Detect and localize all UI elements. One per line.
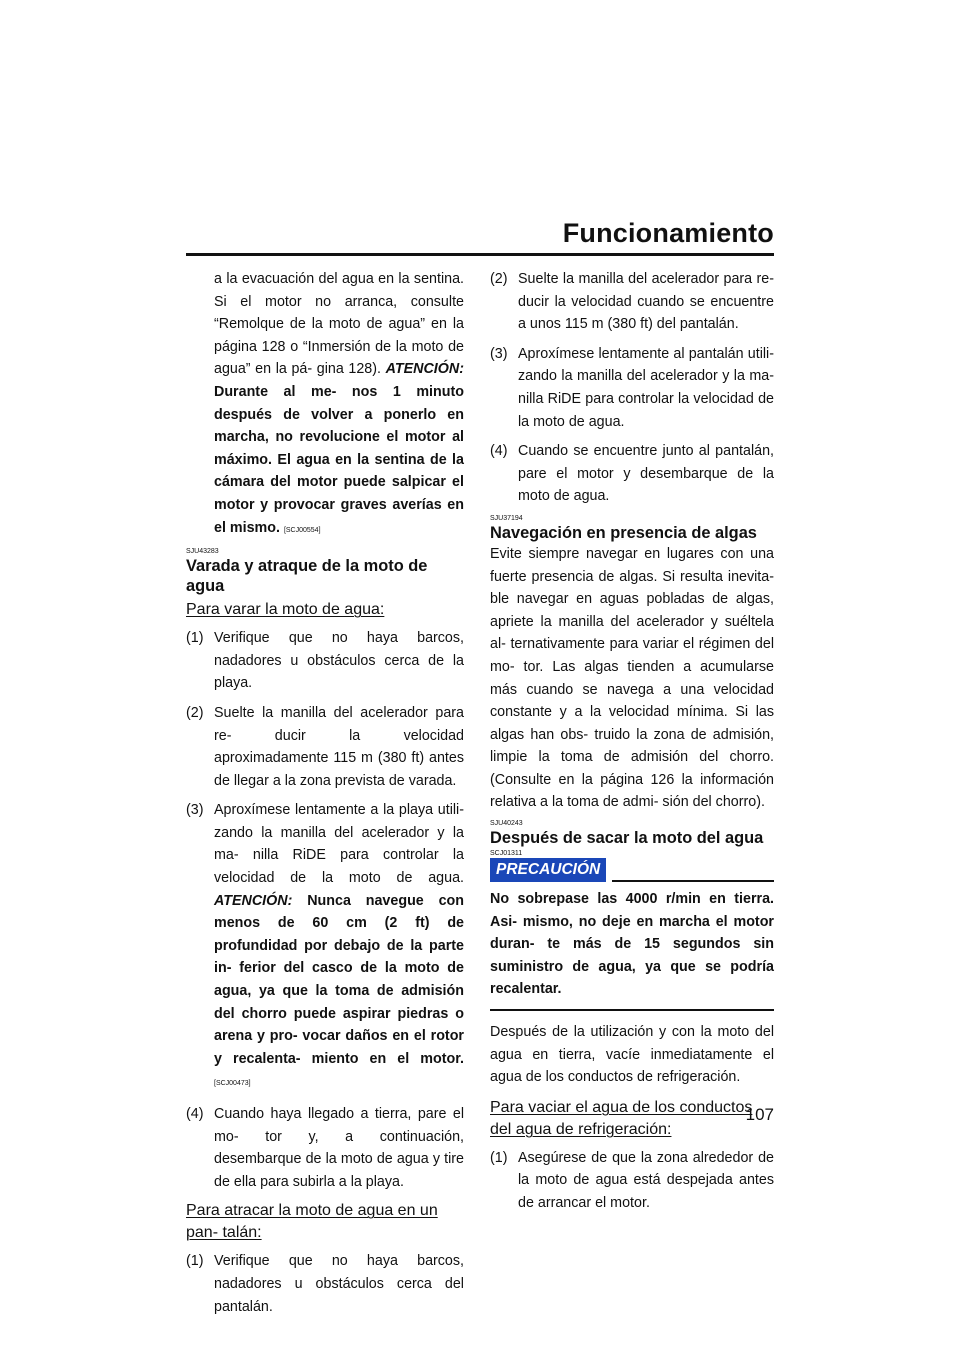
item-number: (2) (186, 704, 204, 721)
header-rule (186, 253, 774, 256)
intro-text: a la evacuación del agua en la sentina. Si el motor no arranca, consulte “Remolque de la moto de agua” en la página 128 o “Inmersión de la moto de agua” en la pá- gina 128). (214, 271, 464, 378)
item-warning-text: Nunca navegue con menos de 60 cm (2 ft) de profundidad por debajo de la parte in- ferior del casco de la moto de agua, ya que la toma de admisión del chorro puede aspirar piedras o arena y pro- vocar daños en el rotor y recalenta- miento en el motor. (214, 892, 464, 1067)
subsection-title: Para vaciar el agua de los conductos del agua de refrigeración: (490, 1098, 753, 1138)
item-number: (1) (490, 1149, 508, 1166)
caution-badge: PRECAUCIÓN (490, 858, 606, 882)
item-number: (3) (186, 802, 204, 819)
item-number: (1) (186, 1253, 204, 1270)
item-text: Aproxímese lentamente al pantalán utili- zando la manilla del acelerador y la ma- nilla RiDE para controlar la velocidad de la moto de agua. (518, 345, 774, 430)
intro-warning-text: Durante al me- nos 1 minuto después de volver a ponerlo en marcha, no revolucione el motor al máximo. El agua en la sentina de la cámara del motor puede salpicar el motor y provocar graves averías en el mismo. (214, 383, 464, 536)
section-title: Después de sacar la moto del agua (490, 829, 764, 848)
list-item (490, 440, 774, 508)
caution-text: No sobrepase las 4000 r/min en tierra. Asi- mismo, no deje en marcha el motor duran- te más de 15 segundos sin suministro de agua, ya que se podría recalentar. (490, 888, 774, 1011)
item-text: Cuando se encuentre junto al pantalán, pare el motor y desembarque de la moto de agua. (518, 443, 774, 505)
item-text: Cuando haya llegado a tierra, pare el mo- tor y, a continuación, desembarque de la moto de agua y tire de ella para subirla a la playa. (214, 1106, 464, 1190)
list-item (186, 1103, 464, 1193)
warning-code: SCJ01311 (490, 850, 523, 858)
right-column (490, 268, 774, 1222)
list-item (186, 1250, 464, 1318)
item-text: Aproxímese lentamente a la playa utili- zando la manilla del acelerador y la ma- nilla RiDE para controlar la velocidad de la moto de agua. (214, 802, 464, 887)
caution-header (490, 858, 774, 882)
body-paragraph: Después de la utilización y con la moto del agua en tierra, vacíe inmediatamente el agua de los conductos de refrigeración. (490, 1024, 774, 1086)
subsection-title: Para atracar la moto de agua en un pan- talán: (186, 1202, 438, 1242)
list-item (490, 343, 774, 433)
intro-paragraph (186, 268, 464, 542)
page-title: Funcionamiento (562, 218, 774, 248)
list-item (186, 627, 464, 695)
item-content (214, 799, 464, 1096)
item-number: (3) (490, 345, 508, 362)
subsection-title: Para varar la moto de agua: (186, 601, 385, 619)
section-code: SJU43283 (186, 548, 219, 556)
list-item (490, 1147, 774, 1215)
section-code: SJU40243 (490, 820, 523, 828)
list-item (186, 702, 464, 792)
item-text: Verifique que no haya barcos, nadadores u obstáculos cerca de la playa. (214, 630, 464, 692)
atencion-label: ATENCIÓN: (385, 361, 464, 378)
list-item (490, 268, 774, 336)
item-number: (1) (186, 630, 204, 647)
reference-code: [SCJ00554] (283, 526, 321, 534)
list-item (186, 799, 464, 1096)
item-number: (4) (490, 443, 508, 460)
section-code: SJU37194 (490, 514, 523, 522)
caution-rule (612, 880, 774, 882)
section-title: Varada y atraque de la moto de agua (186, 557, 428, 596)
atencion-label: ATENCIÓN: (214, 892, 293, 909)
page-number: 107 (745, 1105, 774, 1124)
item-text: Suelte la manilla del acelerador para re- ducir la velocidad cuando se encuentre a unos 115 m (380 ft) del pantalán. (518, 271, 774, 333)
item-number: (4) (186, 1106, 204, 1122)
left-column (186, 268, 464, 1325)
item-text: Asegúrese de que la zona alrededor de la moto de agua está despejada antes de arrancar el motor. (518, 1149, 774, 1211)
item-number: (2) (490, 271, 508, 287)
item-text: Verifique que no haya barcos, nadadores u obstáculos cerca del pantalán. (214, 1253, 464, 1315)
reference-code: [SCJ00473] (214, 1080, 251, 1088)
item-text: Suelte la manilla del acelerador para re- ducir la velocidad aproximadamente 115 m (380 ft) antes de llegar a la zona prevista de varada. (214, 704, 464, 789)
body-paragraph: Evite siempre navegar en lugares con una fuerte presencia de algas. Si resulta inevita- ble navegar en aguas pobladas de algas, apriete la manilla del acelerador y suéltela al- ternativamente para variar el régimen del mo- tor. Las algas tienden a acumularse más cuando se navega a una velocidad constante y a la velocidad mínima. Si las algas han obs- truido la zona de admisión, limpie la toma de admisión del chorro. (Consulte en la página 126 la información relativa a la toma de admi- sión del chorro). (490, 545, 774, 811)
section-title: Navegación en presencia de algas (490, 523, 757, 542)
